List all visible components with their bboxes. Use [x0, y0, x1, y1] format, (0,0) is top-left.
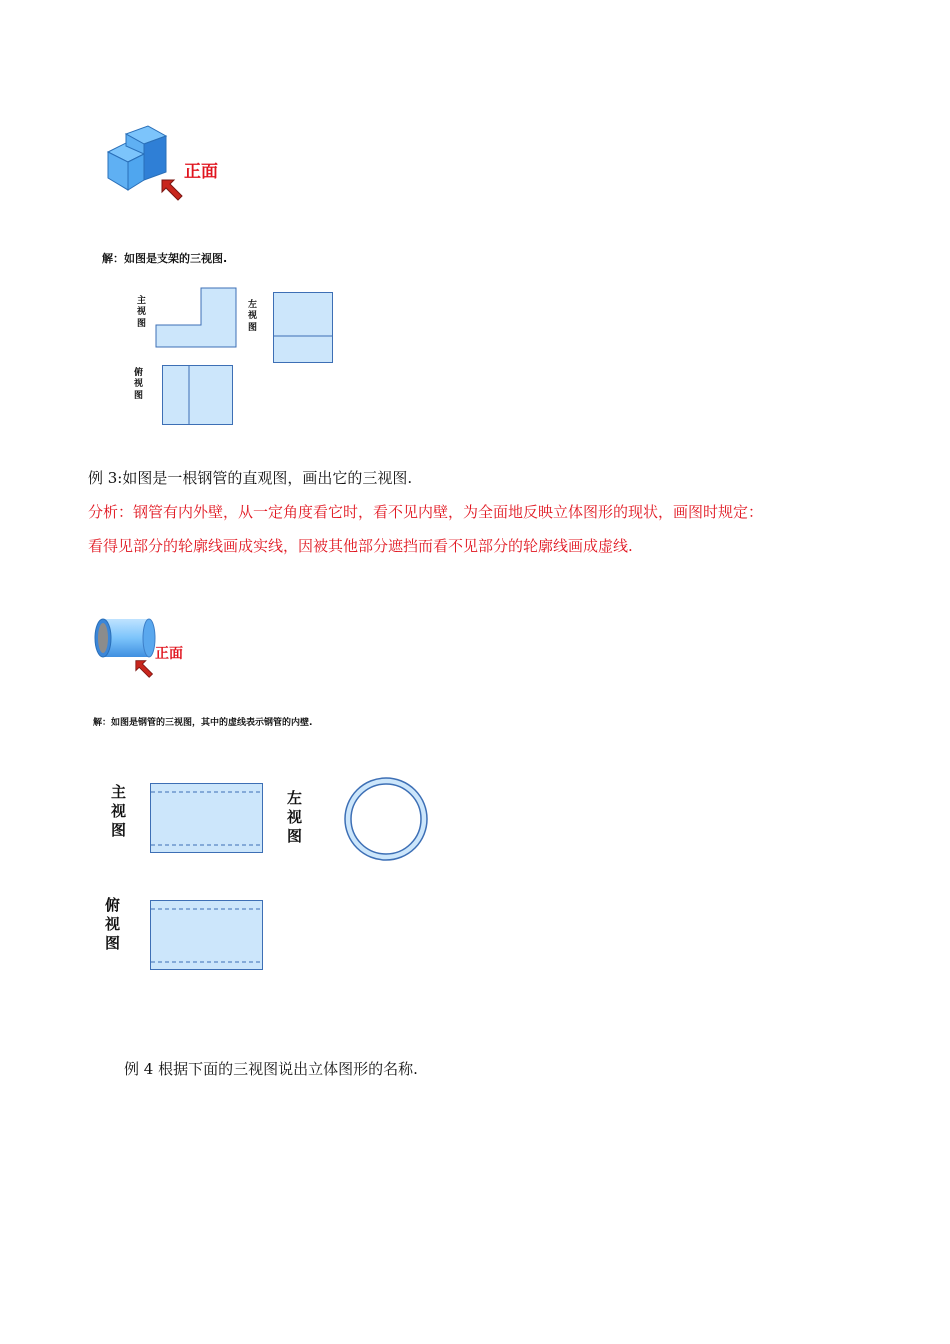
- bracket-main-view: [155, 287, 237, 349]
- steel-pipe-3d-figure: [93, 617, 159, 661]
- front-label: 正面: [155, 646, 183, 662]
- left-view-label: 左 视 图: [287, 789, 303, 845]
- front-label: 正面: [184, 162, 218, 182]
- main-view-label: 主 视 图: [111, 783, 127, 839]
- solution-text: 解：如图是钢管的三视图，其中的虚线表示钢管的内壁.: [93, 718, 313, 728]
- bracket-top-view: [162, 365, 234, 426]
- solution-text: 解：如图是支架的三视图.: [102, 252, 228, 265]
- bracket-left-view: [273, 292, 333, 363]
- example3-analysis-line2: 看得见部分的轮廓线画成实线，因被其他部分遮挡而看不见部分的轮廓线画成虚线.: [88, 537, 633, 555]
- top-view-label: 俯 视 图: [134, 368, 144, 401]
- top-view-label: 俯 视 图: [105, 896, 121, 952]
- pipe-top-view: [150, 900, 264, 971]
- example3-analysis-line1: 分析：钢管有内外壁，从一定角度看它时，看不见内壁，为全面地反映立体图形的现状，画图时规定：: [88, 503, 764, 521]
- pipe-left-view: [343, 776, 429, 862]
- front-arrow-icon: [134, 659, 156, 679]
- front-arrow-icon: [160, 178, 186, 202]
- left-view-label: 左 视 图: [248, 300, 258, 333]
- pipe-main-view: [150, 783, 264, 854]
- main-view-label: 主 视 图: [137, 296, 147, 329]
- example3-question: 例 3:如图是一根钢管的直观图，画出它的三视图.: [88, 469, 413, 487]
- example4-question: 例 4 根据下面的三视图说出立体图形的名称.: [124, 1060, 418, 1078]
